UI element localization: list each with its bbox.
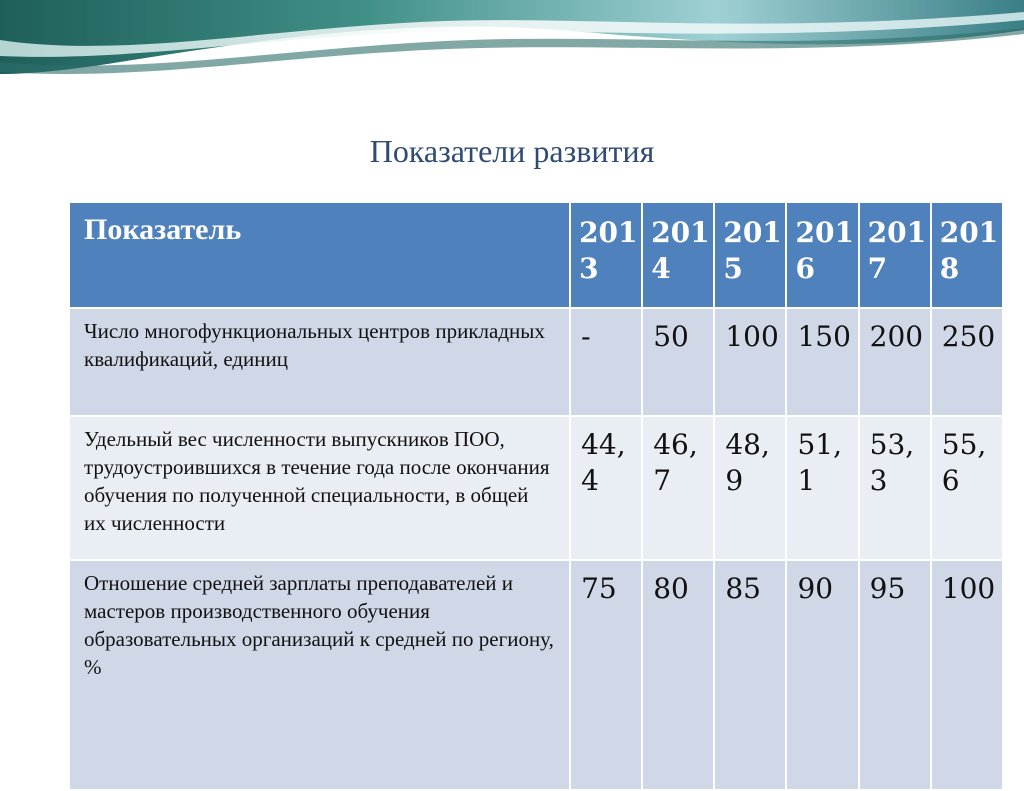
value-cell: 50: [642, 308, 714, 416]
value-cell: 75: [570, 560, 642, 790]
header-year-2018: 2018: [931, 202, 1003, 308]
indicator-cell: Отношение средней зарплаты преподавателей и мастеров производственного обучения образовательных организаций к средней по региону, %: [69, 560, 570, 790]
header-year-2015: 2015: [714, 202, 786, 308]
value-cell: 44,4: [570, 416, 642, 560]
value-cell: 90: [786, 560, 858, 790]
value-cell: 100: [714, 308, 786, 416]
decorative-wave-banner: [0, 0, 1024, 90]
value-cell: 55,6: [931, 416, 1003, 560]
value-cell: 85: [714, 560, 786, 790]
value-cell: 250: [931, 308, 1003, 416]
indicators-table: [68, 201, 1004, 791]
value-cell: -: [570, 308, 642, 416]
table-row: [69, 416, 1003, 560]
slide-title: Показатели развития: [369, 133, 655, 169]
value-cell: 80: [642, 560, 714, 790]
value-cell: 95: [859, 560, 931, 790]
value-cell: 51,1: [786, 416, 858, 560]
value-cell: 46,7: [642, 416, 714, 560]
value-cell: 48,9: [714, 416, 786, 560]
indicator-cell: Число многофункциональных центров прикладных квалификаций, единиц: [69, 308, 570, 416]
header-indicator-label: Показатель: [69, 202, 570, 308]
table-row: [69, 308, 1003, 416]
header-year-2014: 2014: [642, 202, 714, 308]
table-row: [69, 560, 1003, 790]
header-year-2013: 2013: [570, 202, 642, 308]
header-year-2017: 2017: [859, 202, 931, 308]
value-cell: 200: [859, 308, 931, 416]
value-cell: 53,3: [859, 416, 931, 560]
value-cell: 150: [786, 308, 858, 416]
table-header-row: [69, 202, 1003, 308]
indicator-cell: Удельный вес численности выпускников ПОО, трудоустроившихся в течение года после окончания обучения по полученной специальности, в общей их численности: [69, 416, 570, 560]
header-year-2016: 2016: [786, 202, 858, 308]
value-cell: 100: [931, 560, 1003, 790]
